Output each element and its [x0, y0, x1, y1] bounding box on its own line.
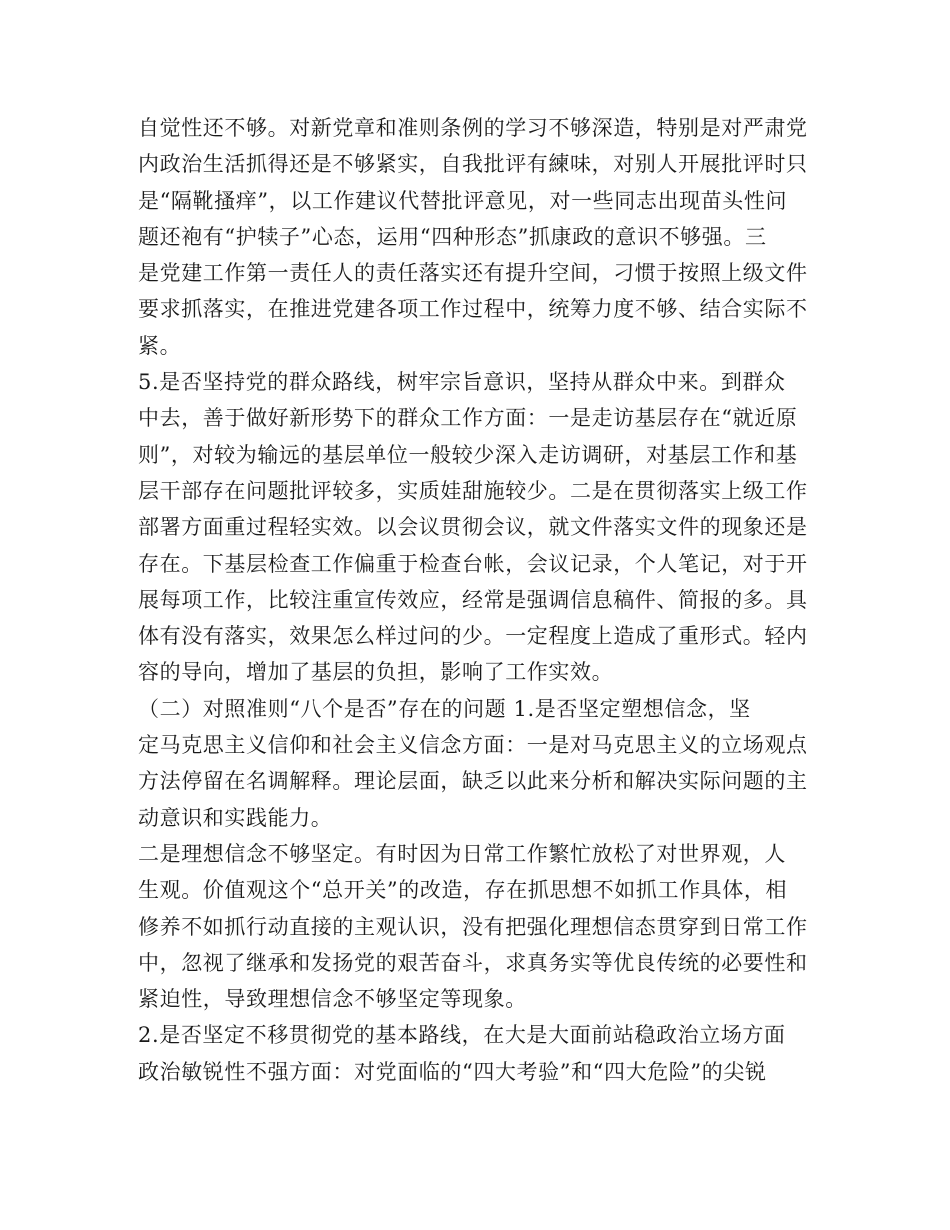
text-line: 自觉性还不够。对新党章和准则条例的学习不够深造，特别是对严肃党 — [138, 116, 808, 140]
text-line: 5.是否坚持党的群众路线，树牢宗旨意识，坚持从群众中来。到群众 — [138, 370, 786, 395]
text-line: 题还袍有“护犊子”心态，运用“四种形态”抓康政的意识不够强。三 — [138, 224, 767, 249]
text-line: 展每项工作，比较注重宣传效应，经常是强调信息稿件、简报的多。具 — [138, 587, 808, 612]
text-line: 要求抓落实，在推进党建各项工作过程中，统筹力度不够、结合实际不 — [138, 297, 808, 322]
text-line: 生观。价值观这个“总开关”的改造，存在抓思想不如抓工作具体，相 — [138, 878, 788, 903]
text-line: 定马克思主义信仰和社会主义信念方面：一是对马克思主义的立场观点 — [138, 733, 808, 758]
document-body — [138, 110, 818, 1090]
text-line: 内政治生活抓得还是不够紧实，自我批评有練味，对别人开展批评时只 — [138, 152, 808, 177]
text-line: 层干部存在问题批评较多，实质娃甜施较少。二是在贯彻落实上级工作 — [138, 478, 808, 503]
text-line: 则”，对较为输远的基层单位一般较少深入走访调研，对基层工作和基 — [138, 442, 798, 467]
text-line: 容的导向，增加了基层的负担，影响了工作实效。 — [138, 660, 614, 685]
text-line: （二）对照准则“八个是否”存在的问题 1.是否坚定塑想信念，坚 — [138, 696, 751, 721]
text-line: 存在。下基层检查工作偏重于检查台帐，会议记录，个人笔记，对于开 — [138, 551, 808, 576]
text-line: 中，忽视了继承和发扬党的艰苦奋斗，求真务实等优良传统的必要性和 — [138, 950, 808, 975]
text-line: 修养不如抓行动直接的主观认识，没有把强化理想信态贯穿到日常工作 — [138, 914, 808, 939]
text-line: 方法停留在名调解释。理论层面，缺乏以此来分析和解决实际问题的主 — [138, 769, 808, 794]
text-line: 是“隔靴搔痒”，以工作建议代替批评意见，对一些同志出现苗头性问 — [138, 188, 788, 213]
text-line: 紧。 — [138, 333, 182, 358]
text-line: 中去，善于做好新形势下的群众工作方面：一是走访基层存在“就近原 — [138, 406, 798, 431]
text-line: 体有没有落实，效果怎么样过问的少。一定程度上造成了重形式。轻内 — [138, 624, 808, 649]
text-line: 是党建工作第一责任人的责任落实还有提升空间，刁惯于按照上级文件 — [138, 261, 808, 286]
text-line: 2.是否坚定不移贯彻党的基本路线，在大是大面前站稳政治立场方面 — [138, 1023, 786, 1048]
text-line: 政治敏锐性不强方面：对党面临的“四大考验”和“四大危险”的尖锐 — [138, 1059, 767, 1084]
text-line: 动意识和实践能力。 — [138, 805, 333, 830]
text-line: 二是理想信念不够坚定。有时因为日常工作繁忙放松了对世界观，人 — [138, 841, 786, 866]
text-line: 部署方面重过程轻实效。以会议贯彻会议，就文件落实文件的现象还是 — [138, 515, 808, 540]
text-line: 紧迫性，导致理想信念不够坚定等现象。 — [138, 987, 527, 1012]
